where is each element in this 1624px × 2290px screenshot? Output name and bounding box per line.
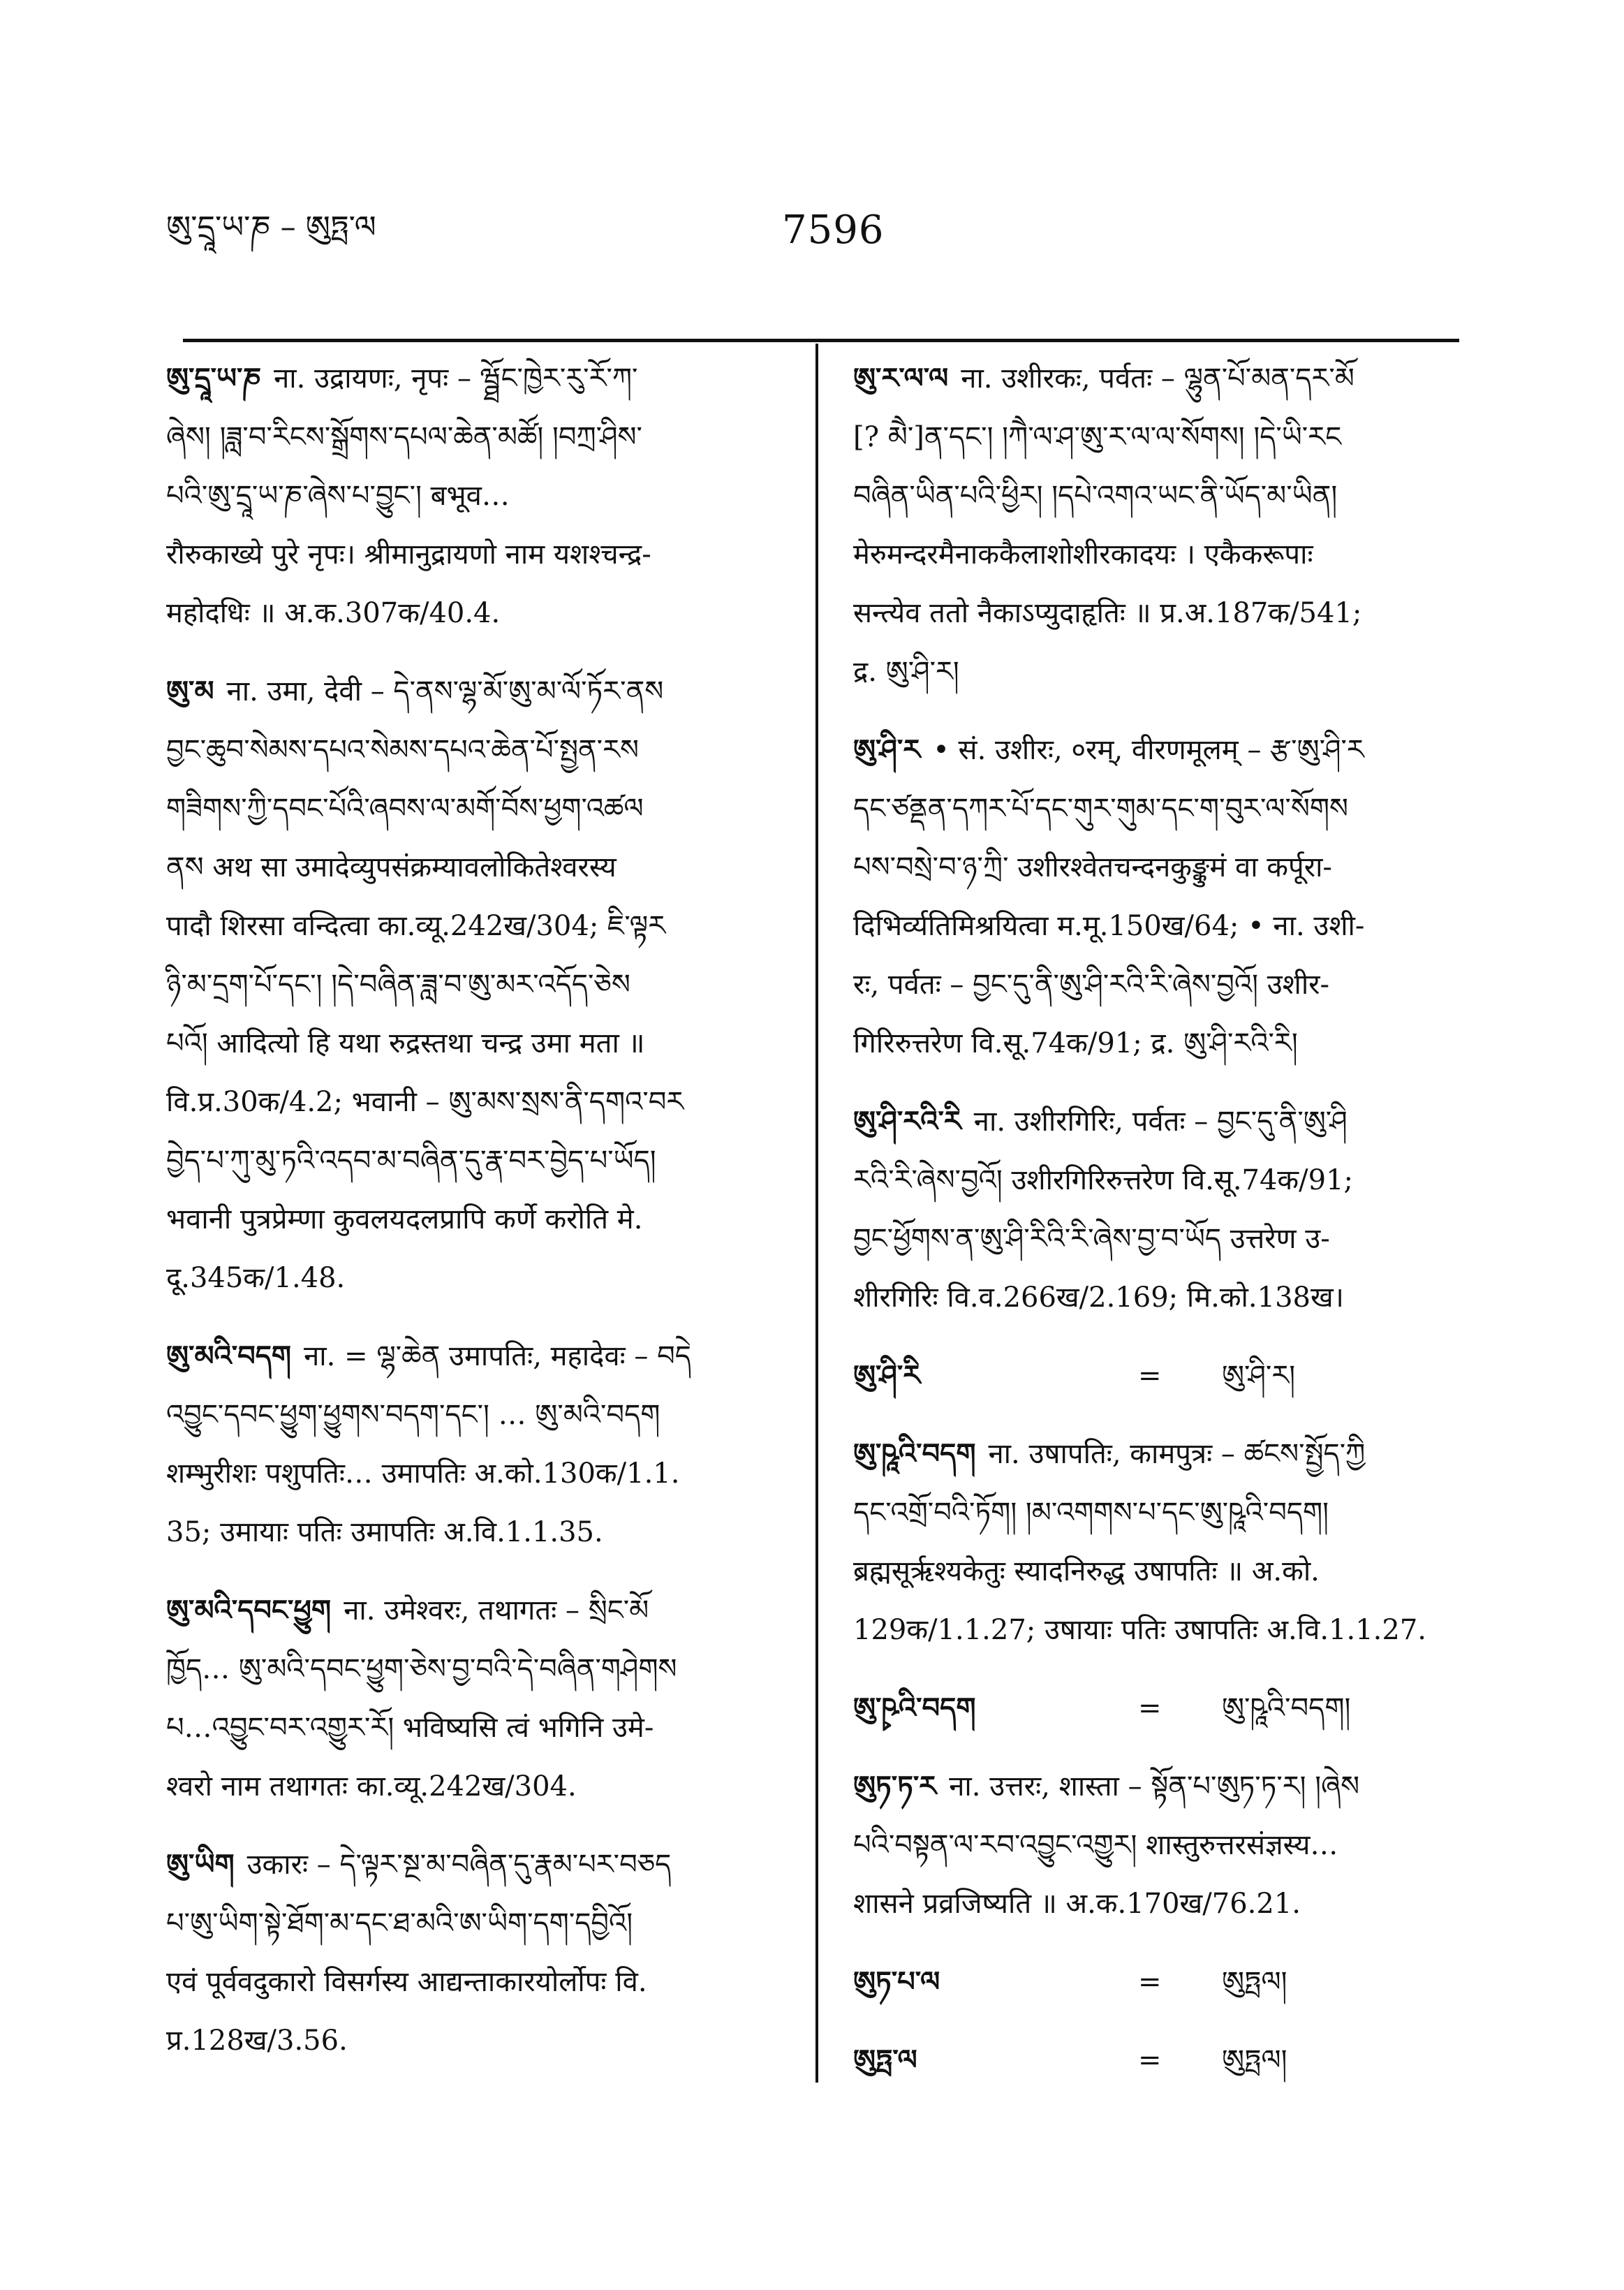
entry-line: [? མཻ་]ན་དང་། །ཀཻ་ལ་ཤ་ཨུ་ར་ལ་ལ་སོགས། །དེ་ཡི་རང [853, 421, 1342, 453]
right-column [853, 349, 1468, 2109]
page-number: 7596 [782, 207, 885, 253]
entry-line: པའོ། आदित्यो हि यथा रुद्रस्तथा चन्द्र उमा मता ॥ [166, 1027, 645, 1059]
entry-line: འབྱུང་དབང་ཕྱུག་ཕྱུགས་བདག་དང་། … ཨུ་མའི་བདག [166, 1399, 660, 1431]
entry-uma [166, 662, 781, 1307]
entry-line: 129क/1.1.27; उषायाः पतिः उषापतिः अ.वि.1.1.27. [853, 1614, 1426, 1646]
entry-line: ཉི་མ་དྲག་པོ་དང་། །དེ་བཞིན་ཟླ་བ་ཨུ་མར་འདོད་ཅེས [166, 969, 630, 1001]
xref-headword: ཨུཏྤ་ལ [853, 2043, 917, 2076]
entry-line: सन्त्येव ततो नैकाऽप्युदाहृतिः ॥ प्र.अ.187क/541; [853, 597, 1362, 629]
entry-line: དང་འགྲོ་བའི་ཏོག། །མ་འགགས་པ་དང་ཨུ་ཥཱའི་བདག། [853, 1497, 1329, 1529]
entry-line: वि.प्र.30क/4.2; भवानी – ཨུ་མས་སྲས་ནི་དགའ་བར [166, 1086, 684, 1118]
entry-line: रः, पर्वतः – བྱང་དུ་ནི་ཨུ་ཤི་རའི་རི་ཞེས་བྱའོ། उशीर- [853, 969, 1330, 1001]
entry-ushapati [853, 1425, 1468, 1659]
entry-headword: ཨུ་མའི་དབང་ཕྱུག [166, 1594, 332, 1627]
entry-udrayana [166, 349, 781, 643]
xref-equals: = [1138, 1360, 1162, 1392]
entry-line: शीरगिरिः वि.व.266ख/2.169; मि.को.138ख। [853, 1282, 1344, 1314]
entry-line: ना. उमा, देवी – དེ་ནས་ལྷ་མོ་ཨུ་མ་ལོ་ཏོར་ནས [226, 675, 664, 707]
xref-equals: = [1138, 2044, 1162, 2076]
entry-line: ना. उमेश्वरः, तथागतः – སྲིང་མོ [344, 1594, 649, 1627]
entry-line: प्र.128ख/3.56. [166, 2025, 348, 2057]
entry-line: रौरुकाख्ये पुरे नृपः। श्रीमानुद्रायणो नाम यशश्चन्द्र- [166, 538, 651, 571]
entry-headword: ཨུ་མའི་བདག [166, 1339, 292, 1372]
entry-line: ནས अथ सा उमादेव्युपसंक्रम्यावलोकितेश्वरस्य [166, 851, 617, 883]
entry-line: भवानी पुत्रप्रेम्णा कुवलयदलप्रापि कर्णे करोति मे. [166, 1203, 643, 1235]
entry-ushiraka [853, 349, 1468, 701]
entry-line: པ་ཨུ་ཡིག་སྟེ་ཐོག་མ་དང་ཐ་མའི་ཨ་ཡིག་དག་དབྱིའོ། [166, 1907, 633, 1939]
entry-headword: ཨུ་ར་ལ་ལ [853, 362, 949, 395]
xref-headword: ཨུ་ཥྭའི་བདག [853, 1691, 976, 1724]
entry-line: ཞེས། །ཟླ་བ་རིངས་སྒྲོགས་དཔལ་ཆེན་མཚོ། །བཀྲ་ཤིས་ [166, 421, 642, 453]
entry-line: བྱེད་པ་ཀུ་མུ་ཏའི་འདབ་མ་བཞིན་དུ་རྣ་བར་བྱེད་པ་ཡོད། [166, 1145, 656, 1177]
entry-line: 35; उमायाः पतिः उमापतिः अ.वि.1.1.35. [166, 1516, 603, 1548]
entry-line: ना. उशीरगिरिः, पर्वतः – བྱང་དུ་ནི་ཨུ་ཤི [973, 1106, 1348, 1138]
entry-line: པས་བསྲེ་བ་ཉ་ཀྲི་ उशीरश्वेतचन्दनकुङ्कुमं वा कर्पूरा- [853, 851, 1332, 883]
xref-headword: ཨུཏ་པ་ལ [853, 1965, 940, 1998]
entry-headword: ཨུ་མ [166, 675, 214, 707]
xref-equals: = [1138, 1966, 1162, 1998]
xref-headword: ཨུ་ཤི་རི [853, 1359, 921, 1392]
entry-line: པའི་ཨུ་དྲཱ་ཡ་ཎ་ཞེས་པ་བྱུང་། बभूव… [166, 480, 510, 512]
xref-target: ཨུཏྤལ། [1222, 1966, 1287, 1998]
entry-line: श्वरो नाम तथागतः का.व्यू.242ख/304. [166, 1770, 577, 1803]
entry-ushira [853, 721, 1468, 1073]
entry-headword: ཨུ་དྲཱ་ཡ་ཎ [166, 362, 262, 395]
entry-line: एवं पूर्ववदुकारो विसर्गस्य आद्यन्ताकारयोर्लोपः वि. [166, 1966, 647, 1998]
cross-reference [853, 1679, 1468, 1738]
entry-line: ब्रह्मसूर्ऋश्यकेतुः स्यादनिरुद्ध उषापतिः ॥ अ.को. [853, 1555, 1320, 1587]
entry-line: རའི་རི་ཞེས་བྱའོ། उशीरगिरिरुत्तरेण वि.सू.74क/91; [853, 1164, 1354, 1196]
running-head: ཨུ་དྲཱ་ཡ་ཎ – ཨུཏྤ་ལ [166, 210, 376, 245]
entry-umapati [166, 1327, 781, 1562]
entry-headword: ཨུ་ཥཱའི་བདག [853, 1437, 976, 1470]
entry-line: ना. उद्रायणः, नृपः – ཝྠོང་ཁྱེར་རུ་རོ་ཀ་ [274, 362, 638, 395]
entry-headword: ཨུ་ཡིག [166, 1848, 235, 1881]
entry-line: ना. = ལྷ་ཆེན उमापतिः, महादेवः – བདེ [304, 1340, 691, 1372]
xref-equals: = [1138, 1692, 1162, 1724]
entry-line: ना. उशीरकः, पर्वतः – ལྷུན་པོ་མན་དར་མོ [961, 362, 1354, 395]
entry-line: གཟིགས་ཀྱི་དབང་པོའི་ཞབས་ལ་མགོ་བོས་ཕྱག་འཚལ [166, 793, 644, 825]
entry-line: བཞིན་ཡིན་པའི་ཕྱིར། །དཔེ་འགའ་ཡང་ནི་ཡོད་མ་ཡིན། [853, 480, 1338, 512]
left-column [166, 349, 781, 2090]
entry-line: ना. उत्तरः, शास्ता – སྟོན་པ་ཨུཏ་ཏ་ར། །ཞེས [949, 1770, 1360, 1803]
entry-line: पादौ शिरसा वन्दित्वा का.व्यू.242ख/304; ཇི་ལྟར [166, 910, 666, 942]
entry-line: शम्भुरीशः पशुपतिः… उमापतिः अ.को.130क/1.1. [166, 1458, 680, 1490]
entry-headword: ཨུཏ་ཏ་ར [853, 1770, 937, 1803]
cross-reference [853, 1346, 1468, 1405]
entry-ushiragiri [853, 1092, 1468, 1327]
column-divider [815, 344, 818, 2083]
entry-line: महोदधिः ॥ अ.क.307क/40.4. [166, 597, 501, 629]
entry-line: द्र. ཨུ་ཤི་ར། [853, 656, 959, 688]
cross-reference [853, 1953, 1468, 2011]
xref-target: ཨུཏྤལ། [1222, 2044, 1287, 2076]
entry-headword: ཨུ་ཤི་ར [853, 733, 921, 766]
entry-line: मेरुमन्दरमैनाककैलाशोशीरकादयः । एकैकरूपाः [853, 538, 1313, 571]
entry-line: ཁྱོད… ཨུ་མའི་དབང་ཕྱུག་ཅེས་བྱ་བའི་དེ་བཞིན་གཤེགས [166, 1653, 677, 1685]
entry-line: गिरिरुत्तरेण वि.सू.74क/91; द्र. ཨུ་ཤི་རའི་རི། [853, 1027, 1298, 1059]
entry-line: དང་ཙནྡན་དཀར་པོ་དང་གུར་གུམ་དང་ག་བུར་ལ་སོགས [853, 793, 1349, 825]
entry-line: शासने प्रव्रजिष्यति ॥ अ.क.170ख/76.21. [853, 1888, 1301, 1920]
entry-headword: ཨུ་ཤི་རའི་རི [853, 1105, 961, 1138]
entry-line: པ…འབྱུང་བར་འགྱུར་རོ། भविष्यसि त्वं भगिनि उमे- [166, 1712, 654, 1744]
entry-line: • सं. उशीरः, ०रम्, वीरणमूलम् – རྩ་ཨུ་ཤི་ར [933, 734, 1364, 766]
xref-target: ཨུ་ཤི་ར། [1222, 1360, 1296, 1392]
entry-line: བྱང་ཆུབ་སེམས་དཔའ་སེམས་དཔའ་ཆེན་པོ་སྤྱན་རས [166, 734, 639, 766]
entry-line: दू.345क/1.48. [166, 1262, 346, 1294]
entry-line: उकारः – དེ་ལྟར་སྔ་མ་བཞིན་དུ་རྣམ་པར་བཅད [246, 1849, 672, 1881]
entry-line: པའི་བསྟན་ལ་རབ་འབྱུང་འགྱུར། शास्तुरुत्तरसंज्ञस्य… [853, 1829, 1338, 1861]
entry-umeshvara [166, 1581, 781, 1816]
xref-target: ཨུ་ཥཱའི་བདག། [1222, 1692, 1351, 1724]
cross-reference [853, 2031, 1468, 2090]
entry-uttara [853, 1757, 1468, 1933]
entry-ukara [166, 1835, 781, 2070]
entry-line: བྱང་ཕྱོགས་ན་ཨུ་ཤི་རིའི་རི་ཞེས་བྱ་བ་ཡོད उत्तरेण उ- [853, 1223, 1330, 1255]
header-rule [183, 339, 1459, 342]
entry-line: दिभिर्व्यतिमिश्रयित्वा म.मू.150ख/64; • ना. उशी- [853, 910, 1365, 942]
entry-line: ना. उषापतिः, कामपुत्रः – ཚངས་སྤྱོད་ཀྱི [988, 1438, 1366, 1470]
